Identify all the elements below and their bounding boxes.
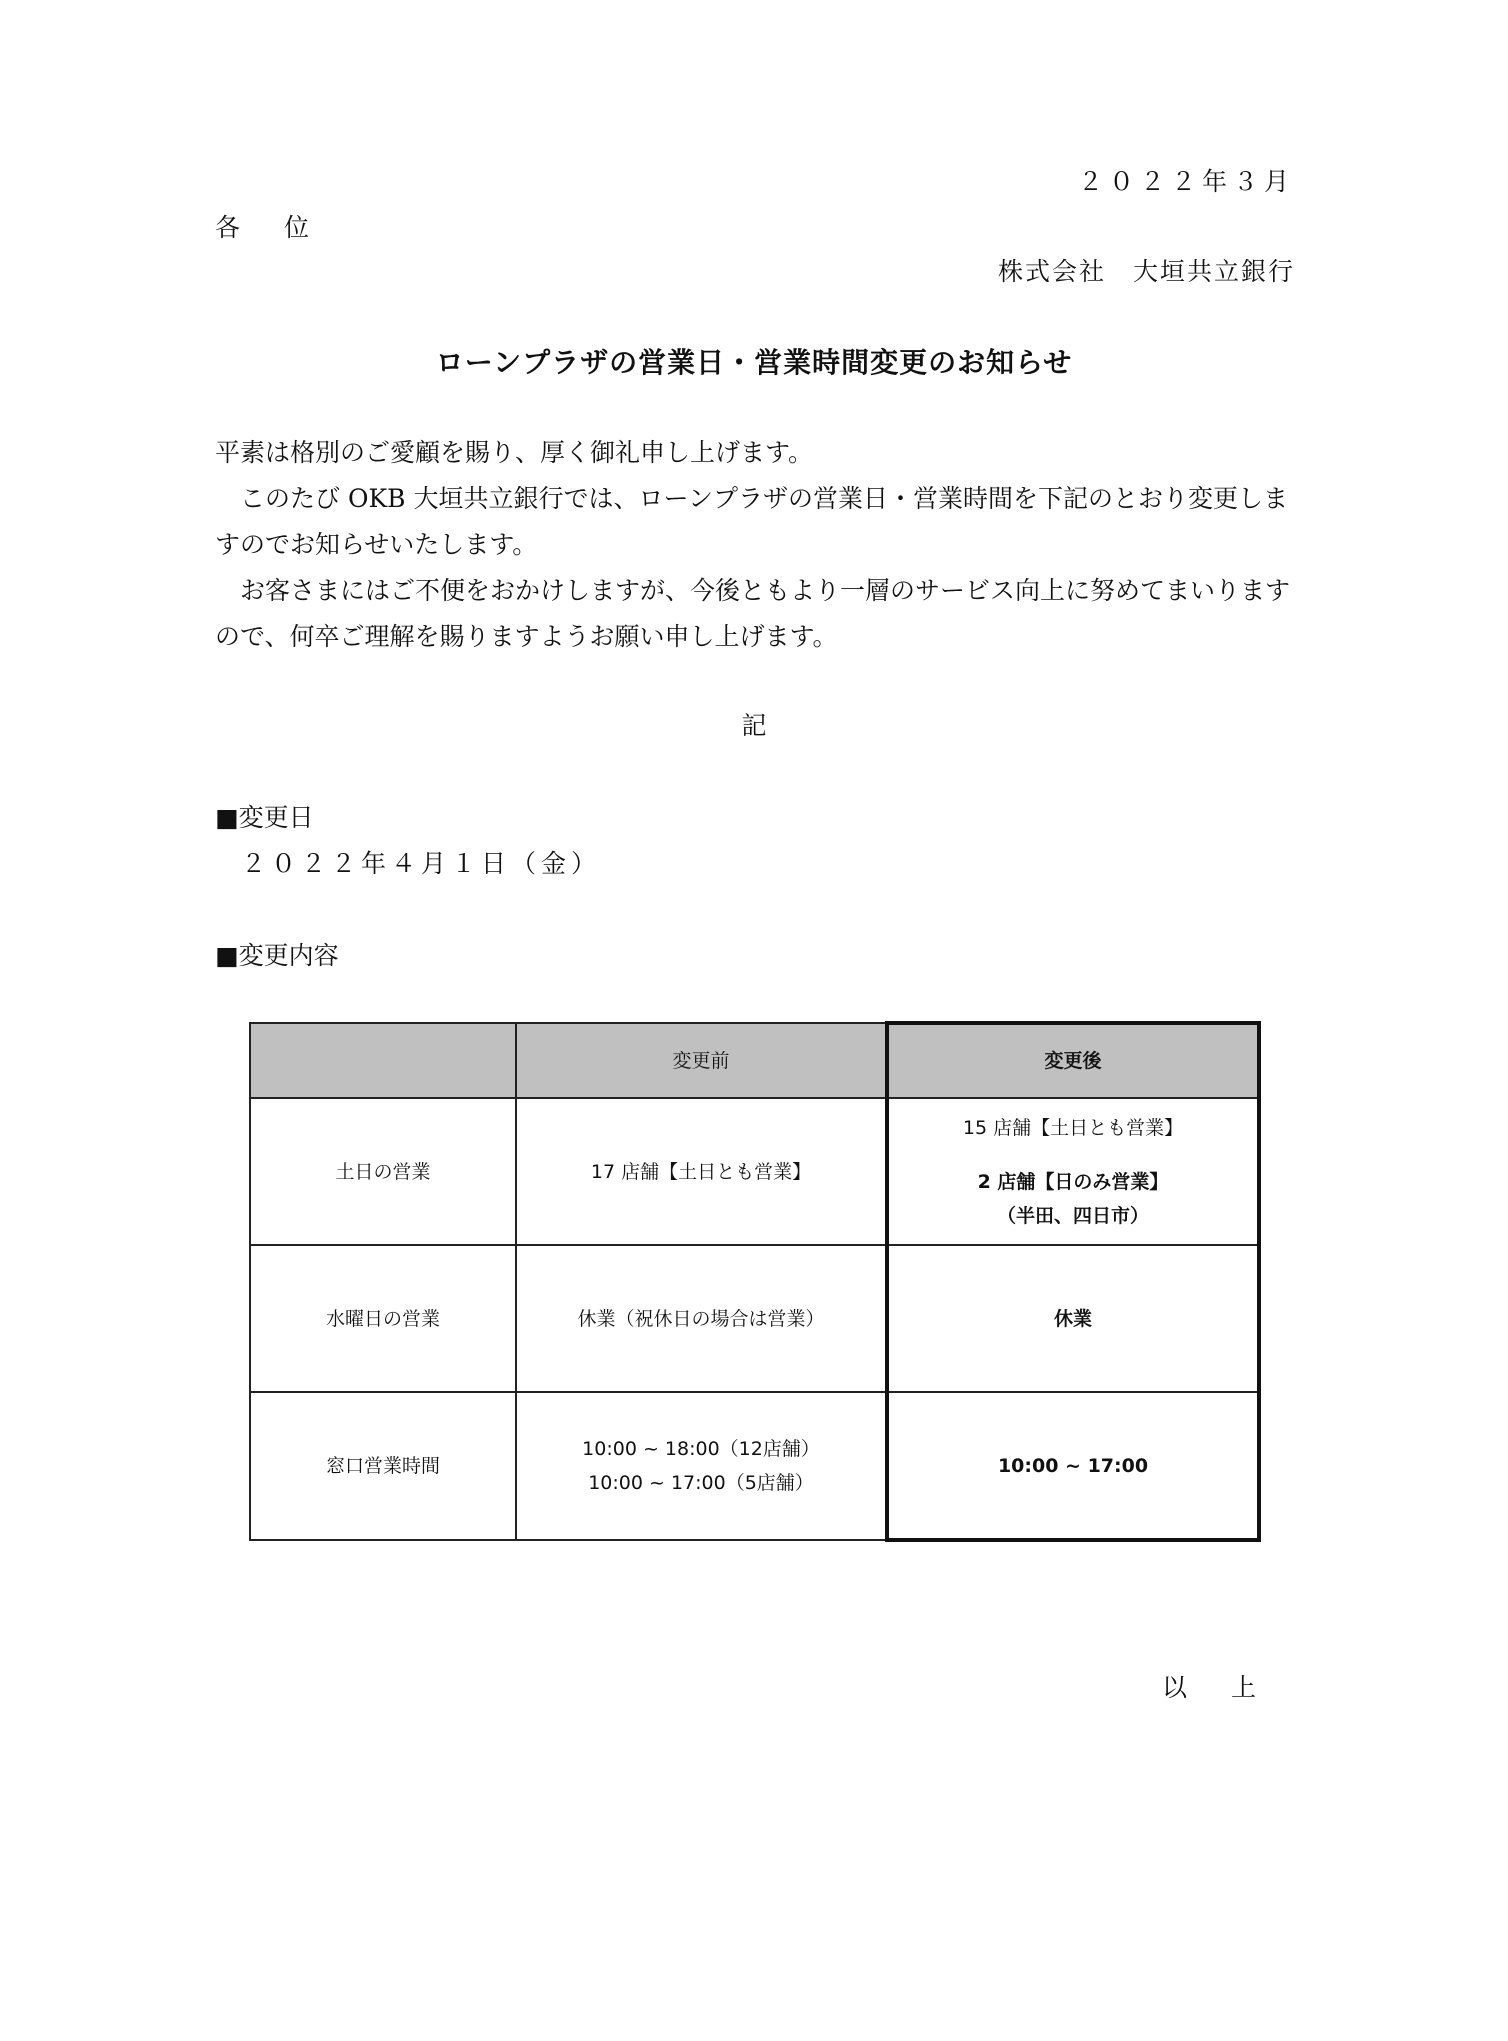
body-text [215, 430, 1295, 660]
cell-line: 休業（祝休日の場合は営業） [577, 1307, 825, 1330]
cell-line: （半田、四日市） [996, 1204, 1149, 1227]
sender: 株式会社 大垣共立銀行 [997, 257, 1295, 286]
table-row [250, 1245, 1259, 1392]
cell-before [516, 1098, 887, 1245]
cell-line: 10:00 ~ 18:00（12店舗） [582, 1438, 820, 1460]
table-header-row [250, 1023, 1259, 1098]
row-label: 土日の営業 [250, 1098, 516, 1245]
cell-line: 15 店舗【土日とも営業】 [962, 1116, 1184, 1139]
row-label: 水曜日の営業 [250, 1245, 516, 1392]
cell-before [516, 1245, 887, 1392]
changes-table [249, 1021, 1261, 1542]
cell-before [516, 1392, 887, 1540]
change-date-heading: ■変更日 [215, 803, 314, 832]
document-title: ローンプラザの営業日・営業時間変更のお知らせ [435, 346, 1073, 379]
cell-line: 10:00 ~ 17:00（5店舗） [588, 1472, 814, 1494]
body-paragraph: このたび OKB 大垣共立銀行では、ローンプラザの営業日・営業時間を下記のとおり変更しますのでお知らせいたします。 [215, 484, 1288, 559]
cell-line: 17 店舗【土日とも営業】 [590, 1160, 812, 1183]
row-label: 窓口営業時間 [250, 1392, 516, 1540]
change-content-heading: ■変更内容 [215, 941, 339, 970]
header-after: 変更後 [887, 1023, 1259, 1098]
cell-after: 休業 [887, 1245, 1259, 1392]
change-date-value: ２０２２年４月１日（金） [241, 849, 602, 878]
table-row [250, 1392, 1259, 1540]
cell-after [887, 1098, 1259, 1245]
body-paragraph: 平素は格別のご愛顧を賜り、厚く御礼申し上げます。 [215, 438, 814, 467]
addressee: 各 位 [215, 213, 327, 242]
body-paragraph: お客さまにはご不便をおかけしますが、今後ともより一層のサービス向上に努めてまいりますので、何卒ご理解を賜りますようお願い申し上げます。 [215, 576, 1291, 651]
header-before: 変更前 [516, 1023, 887, 1098]
cell-line: 2 店舗【日のみ営業】 [977, 1170, 1169, 1193]
document-date: ２０２２年３月 [1077, 167, 1295, 196]
closing-mark: 以 上 [1162, 1673, 1274, 1702]
cell-gap [889, 1145, 1257, 1165]
header-blank [250, 1023, 516, 1098]
ki-heading: 記 [741, 711, 767, 740]
table-row [250, 1098, 1259, 1245]
cell-after: 10:00 ~ 17:00 [887, 1392, 1259, 1540]
